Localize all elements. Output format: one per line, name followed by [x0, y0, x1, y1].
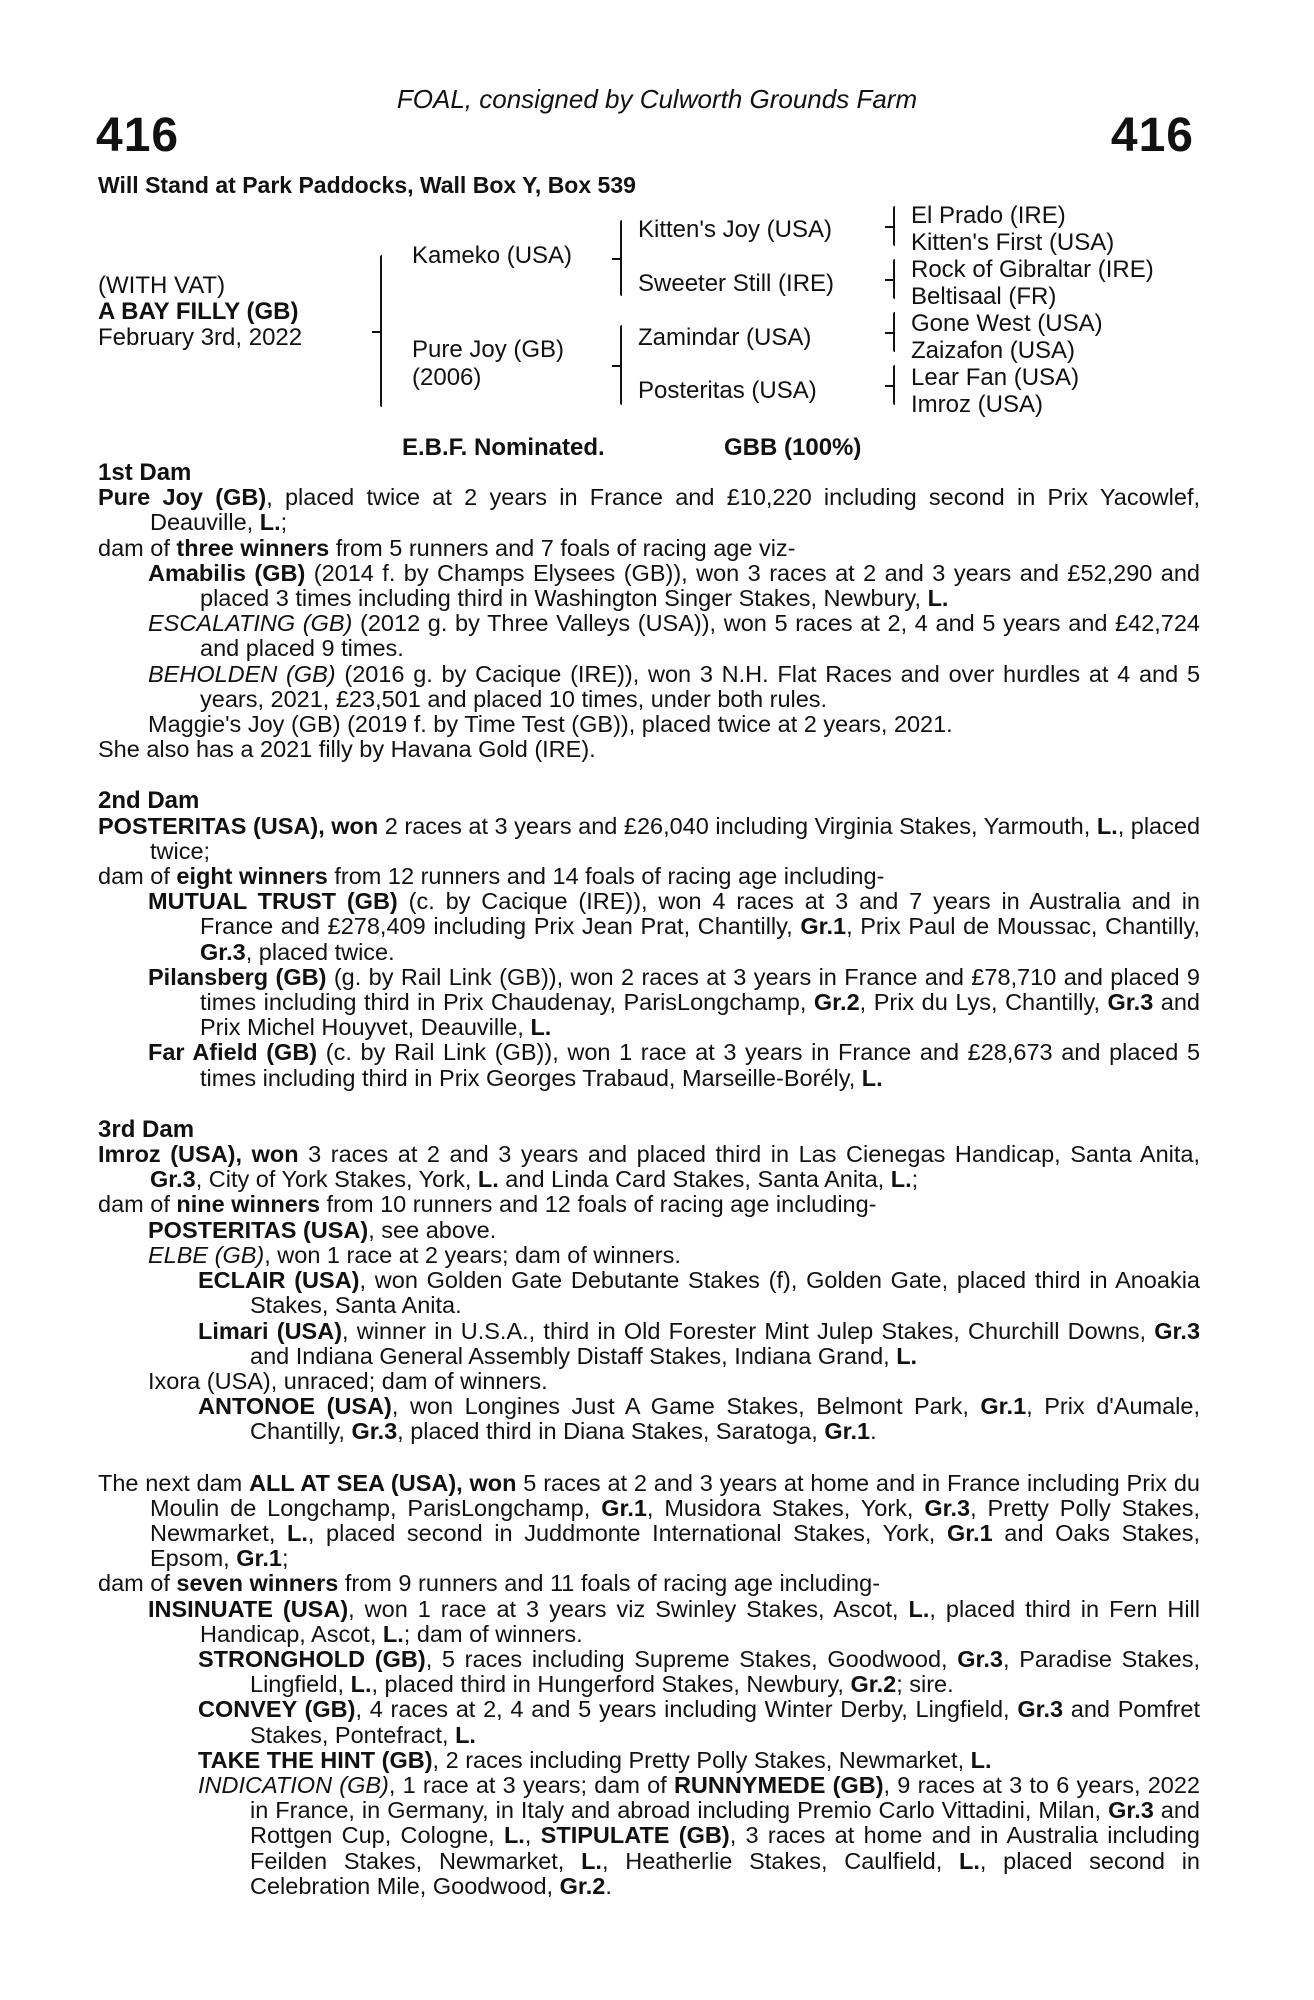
punct: . [870, 1418, 877, 1445]
won-label: , won [235, 1141, 299, 1168]
punct: . [605, 1872, 612, 1899]
pedigree-sire-dam: Sweeter Still (IRE) [638, 270, 835, 297]
produce-entry: Ixora (USA), unraced; dam of winners. [148, 1367, 548, 1394]
grade: L. [382, 1620, 404, 1647]
ebf-nomination: E.B.F. Nominated. [402, 434, 605, 461]
pedigree-dam-sire: Zamindar (USA) [638, 324, 812, 351]
text: from 5 runners and 7 foals of racing age viz- [329, 534, 796, 561]
winners-count: nine winners [176, 1191, 321, 1218]
grade: L. [908, 1595, 930, 1622]
lot-number-right: 416 [1110, 109, 1194, 162]
race-record: , Pretty Polly Stakes, Newmarket, [150, 1494, 1200, 1546]
stand-location: Will Stand at Park Paddocks, Wall Box Y, Box 539 [98, 172, 636, 198]
text: dam of [98, 534, 177, 561]
grade: Gr.1 [800, 913, 847, 940]
produce-entry [98, 662, 1200, 712]
grade: Gr.1 [824, 1418, 871, 1445]
horse-name: CONVEY (GB) [198, 1696, 356, 1723]
grade: L. [350, 1671, 372, 1698]
produce-entry: Maggie's Joy (GB) (2019 f. by Time Test (GB)), placed twice at 2 years, 2021. [148, 711, 953, 738]
grade: Gr.3 [200, 938, 246, 965]
third-dam-heading: 3rd Dam [98, 1115, 195, 1143]
horse-name: ANTONOE (USA) [198, 1393, 392, 1420]
race-record: , 1 race at 3 years; dam of [388, 1771, 674, 1798]
produce-entry [98, 1647, 1200, 1697]
grade: L. [896, 1342, 918, 1369]
first-dam-record [98, 485, 1200, 535]
grade: L. [581, 1847, 602, 1874]
produce-entry [98, 1697, 1200, 1747]
subject-dob: February 3rd, 2022 [98, 324, 303, 351]
pedigree-brace-sire [620, 220, 622, 296]
first-dam-produce-summary [98, 536, 1200, 561]
horse-name: Pure Joy (GB) [98, 484, 267, 511]
grade: Gr.3 [1017, 1696, 1064, 1723]
horse-name: INSINUATE (USA) [148, 1595, 349, 1622]
punct: ; [280, 509, 288, 536]
text: from 9 runners and 11 foals of racing age including- [338, 1570, 881, 1597]
race-record: and Pomfret Stakes, Pontefract, [250, 1696, 1201, 1748]
pedigree-dsd: Zaizafon (USA) [911, 337, 1076, 364]
race-record: (c. by Cacique (IRE)), won 4 races at 3 and 7 years in Australia and in France and £278,409 including Prix Jean Prat, Chantilly, [200, 888, 1200, 940]
produce-entry [98, 1773, 1200, 1899]
first-dam-heading: 1st Dam [98, 459, 192, 486]
race-record: , won 1 race at 3 years viz Swinley Stakes, Ascot, [348, 1595, 909, 1622]
grade: L. [455, 1721, 476, 1748]
race-record: , won Golden Gate Debutante Stakes (f), Golden Gate, placed third in Anoakia Stakes, Santa Anita. [250, 1267, 1200, 1319]
pedigree-dam-year: (2006) [412, 364, 482, 391]
race-record: , placed third in Diana Stakes, Saratoga, [397, 1418, 825, 1445]
grade: Gr.2 [850, 1671, 897, 1698]
horse-name: INDICATION (GB) [198, 1771, 389, 1798]
grade: Gr.3 [1107, 989, 1154, 1016]
gbb-status: GBB (100%) [724, 434, 862, 461]
race-record: and Linda Card Stakes, Santa Anita, [498, 1166, 891, 1193]
subject-name: A BAY FILLY (GB) [98, 298, 299, 325]
race-record: , 5 races including Supreme Stakes, Goodwood, [425, 1645, 958, 1672]
grade: L. [970, 1746, 992, 1773]
horse-name: Limari (USA) [198, 1317, 343, 1344]
punct: ; [281, 1545, 289, 1572]
pedigree-sss: El Prado (IRE) [911, 202, 1066, 229]
produce-entry [98, 1243, 1200, 1268]
horse-name: ESCALATING (GB) [148, 610, 353, 637]
grade: Gr.3 [957, 1645, 1003, 1672]
punct: ; [911, 1166, 919, 1193]
grade: L. [530, 1014, 552, 1041]
race-record: (2014 f. by Champs Elysees (GB)), won 3 races at 2 and 3 years and £52,290 and placed 3 times including third in Washington Singer Stakes, Newbury, [200, 559, 1200, 612]
produce-entry [98, 1218, 1200, 1243]
horse-name: Pilansberg (GB) [148, 963, 327, 990]
text: , placed twice; [150, 812, 1201, 864]
text: The next dam [98, 1469, 250, 1496]
pedigree-brace-g3-3 [893, 312, 895, 352]
race-record: , 9 races at 3 to 6 years, 2022 in France, in Germany, in Italy and abroad including Premio Carlo Vittadini, Milan, [250, 1771, 1201, 1824]
race-record: and Oaks Stakes, Epsom, [150, 1519, 1200, 1572]
consignor-line: FOAL, consigned by Culworth Grounds Farm [396, 84, 918, 114]
grade: Gr.1 [601, 1494, 647, 1521]
pedigree-sdd: Beltisaal (FR) [911, 283, 1057, 310]
race-record: ; dam of winners. [403, 1620, 583, 1647]
produce-entry [98, 1319, 1200, 1369]
race-record: , placed third in Fern Hill Handicap, Ascot, [200, 1595, 1200, 1647]
race-record: 2 races at 3 years and £26,040 including Virginia Stakes, Yarmouth, [378, 812, 1097, 839]
produce-entry [98, 1394, 1200, 1444]
pedigree-brace-g3-2 [893, 259, 895, 299]
race-record: (2012 g. by Three Valleys (USA)), won 5 races at 2, 4 and 5 years and £42,724 and placed 9 times. [200, 610, 1200, 662]
pedigree-sire-sire: Kitten's Joy (USA) [638, 216, 832, 243]
race-record: , placed twice at 2 years in France and £10,220 including second in Prix Yacowlef, Deauville, [150, 484, 1200, 536]
horse-name: RUNNYMEDE (GB) [673, 1771, 884, 1798]
produce-entry [98, 1597, 1200, 1647]
winners-count: eight winners [176, 863, 328, 890]
race-record: and Indiana General Assembly Distaff Stakes, Indiana Grand, [250, 1342, 897, 1369]
race-record: , Musidora Stakes, York, [646, 1494, 925, 1521]
text: dam of [98, 1191, 177, 1218]
grade: L. [286, 1519, 308, 1546]
race-record: , Prix d'Aumale, Chantilly, [250, 1393, 1200, 1445]
horse-name: Far Afield (GB) [148, 1039, 318, 1066]
horse-name: TAKE THE HINT (GB) [198, 1746, 433, 1773]
pedigree-ssd: Kitten's First (USA) [911, 229, 1115, 256]
next-dam-record [98, 1471, 1200, 1572]
pedigree-dam-dam: Posteritas (USA) [638, 377, 817, 404]
third-dam-produce-summary [98, 1192, 1200, 1217]
pedigree-dam: Pure Joy (GB) [412, 336, 565, 363]
grade: L. [890, 1166, 912, 1193]
race-record: , 4 races at 2, 4 and 5 years including Winter Derby, Lingfield, [355, 1696, 1018, 1723]
pedigree-brace-gen1 [380, 255, 382, 407]
grade: L. [503, 1822, 525, 1849]
race-record: , Paradise Stakes, Lingfield, [250, 1645, 1201, 1698]
produce-entry [98, 1748, 1200, 1773]
grade: L. [1096, 812, 1118, 839]
grade: Gr.3 [351, 1418, 398, 1445]
pedigree-ddd: Imroz (USA) [911, 391, 1043, 418]
horse-name: STRONGHOLD (GB) [198, 1645, 426, 1672]
grade: Gr.1 [980, 1393, 1027, 1420]
race-record: , Heatherlie Stakes, Caulfield, [601, 1847, 959, 1874]
winners-count: seven winners [176, 1570, 339, 1597]
race-record: (2016 g. by Cacique (IRE)), won 3 N.H. Flat Races and over hurdles at 4 and 5 years, 2021, £23,501 and placed 10 times, under both rules. [200, 660, 1201, 712]
race-record: , won 1 race at 2 years; dam of winners. [264, 1241, 681, 1268]
pedigree-dss: Gone West (USA) [911, 310, 1103, 337]
grade: Gr.1 [946, 1519, 993, 1546]
race-record: , Prix Paul de Moussac, Chantilly, [846, 913, 1200, 940]
horse-name: Imroz (USA) [98, 1141, 236, 1168]
race-record: 3 races at 2 and 3 years and placed third in Las Cienegas Handicap, Santa Anita, [298, 1141, 1200, 1168]
won-label: , won [456, 1469, 517, 1496]
race-record: , 3 races at home and in Australia including Feilden Stakes, Newmarket, [250, 1822, 1200, 1874]
grade: Gr.2 [813, 989, 860, 1016]
race-record: (g. by Rail Link (GB)), won 2 races at 3 years in France and £78,710 and placed 9 times including third in Prix Chaudenay, ParisLongchamp, [200, 963, 1200, 1016]
grade: Gr.3 [150, 1166, 196, 1193]
horse-name: ECLAIR (USA) [198, 1267, 360, 1294]
produce-entry [98, 965, 1200, 1041]
race-record: ; sire. [896, 1671, 954, 1698]
text: from 10 runners and 12 foals of racing age including- [320, 1191, 877, 1218]
third-dam-record [98, 1142, 1200, 1192]
produce-note: She also has a 2021 filly by Havana Gold (IRE). [98, 736, 596, 763]
second-dam-produce-summary [98, 864, 1200, 889]
text: dam of [98, 863, 177, 890]
horse-name: ALL AT SEA (USA) [249, 1469, 457, 1496]
text: dam of [98, 1570, 177, 1597]
vat-note: (WITH VAT) [98, 272, 226, 299]
race-record: , 2 races including Pretty Polly Stakes, Newmarket, [432, 1746, 971, 1773]
grade: L. [477, 1166, 499, 1193]
horse-name: MUTUAL TRUST (GB) [148, 888, 398, 915]
catalogue-body [98, 460, 1200, 1899]
horse-name: POSTERITAS (USA) [98, 812, 319, 839]
horse-name: Amabilis (GB) [148, 559, 306, 586]
pedigree-brace-g3-4 [893, 365, 895, 405]
second-dam-heading: 2nd Dam [98, 787, 200, 815]
grade: Gr.3 [924, 1494, 971, 1521]
pedigree-brace-dam [620, 325, 622, 405]
horse-name: POSTERITAS (USA) [148, 1216, 369, 1243]
race-record: and Prix Michel Houyvet, Deauville, [200, 989, 1200, 1041]
produce-entry [98, 1040, 1200, 1090]
race-record: , City of York Stakes, York, [195, 1166, 478, 1193]
race-record: and Rottgen Cup, Cologne, [250, 1797, 1200, 1849]
produce-entry [98, 889, 1200, 965]
produce-entry [98, 561, 1200, 611]
produce-entry [98, 1268, 1200, 1318]
race-record: , placed twice. [245, 938, 395, 965]
race-record: , winner in U.S.A., third in Old Forester Mint Julep Stakes, Churchill Downs, [342, 1317, 1155, 1344]
text: from 12 runners and 14 foals of racing age including- [327, 863, 885, 890]
grade: Gr.3 [1108, 1797, 1154, 1824]
grade: L. [927, 585, 949, 612]
race-record: , placed second in Juddmonte International Stakes, York, [307, 1519, 947, 1546]
race-record: , see above. [368, 1216, 497, 1243]
produce-entry [98, 611, 1200, 661]
pedigree-dds: Lear Fan (USA) [911, 364, 1080, 391]
pedigree-sire: Kameko (USA) [412, 242, 573, 269]
pedigree-brace-g3-1 [893, 206, 895, 246]
race-record: (c. by Rail Link (GB)), won 1 race at 3 years in France and £28,673 and placed 5 times including third in Prix Georges Trabaud, Marseille-Borély, [200, 1039, 1201, 1091]
race-record: , won Longines Just A Game Stakes, Belmont Park, [391, 1393, 981, 1420]
next-dam-produce-summary [98, 1571, 1200, 1596]
grade: L. [958, 1847, 980, 1874]
race-record: , placed second in Celebration Mile, Goodwood, [250, 1847, 1200, 1899]
horse-name: STIPULATE (GB) [540, 1822, 730, 1849]
punct: , [524, 1822, 541, 1849]
horse-name: BEHOLDEN (GB) [148, 660, 336, 687]
pedigree-sds: Rock of Gibraltar (IRE) [911, 256, 1154, 283]
second-dam-record [98, 814, 1200, 864]
grade: L. [259, 509, 281, 536]
grade: Gr.2 [559, 1872, 606, 1899]
lot-number-left: 416 [96, 109, 180, 162]
grade: Gr.3 [1154, 1317, 1201, 1344]
grade: Gr.1 [236, 1545, 282, 1572]
race-record: , placed third in Hungerford Stakes, Newbury, [371, 1671, 851, 1698]
winners-count: three winners [176, 534, 330, 561]
race-record: 5 races at 2 and 3 years at home and in France including Prix du Moulin de Longchamp, ParisLongchamp, [150, 1469, 1200, 1521]
horse-name: ELBE (GB) [148, 1241, 265, 1268]
won-label: , won [318, 812, 379, 839]
grade: L. [861, 1064, 883, 1091]
race-record: , Prix du Lys, Chantilly, [859, 989, 1108, 1016]
